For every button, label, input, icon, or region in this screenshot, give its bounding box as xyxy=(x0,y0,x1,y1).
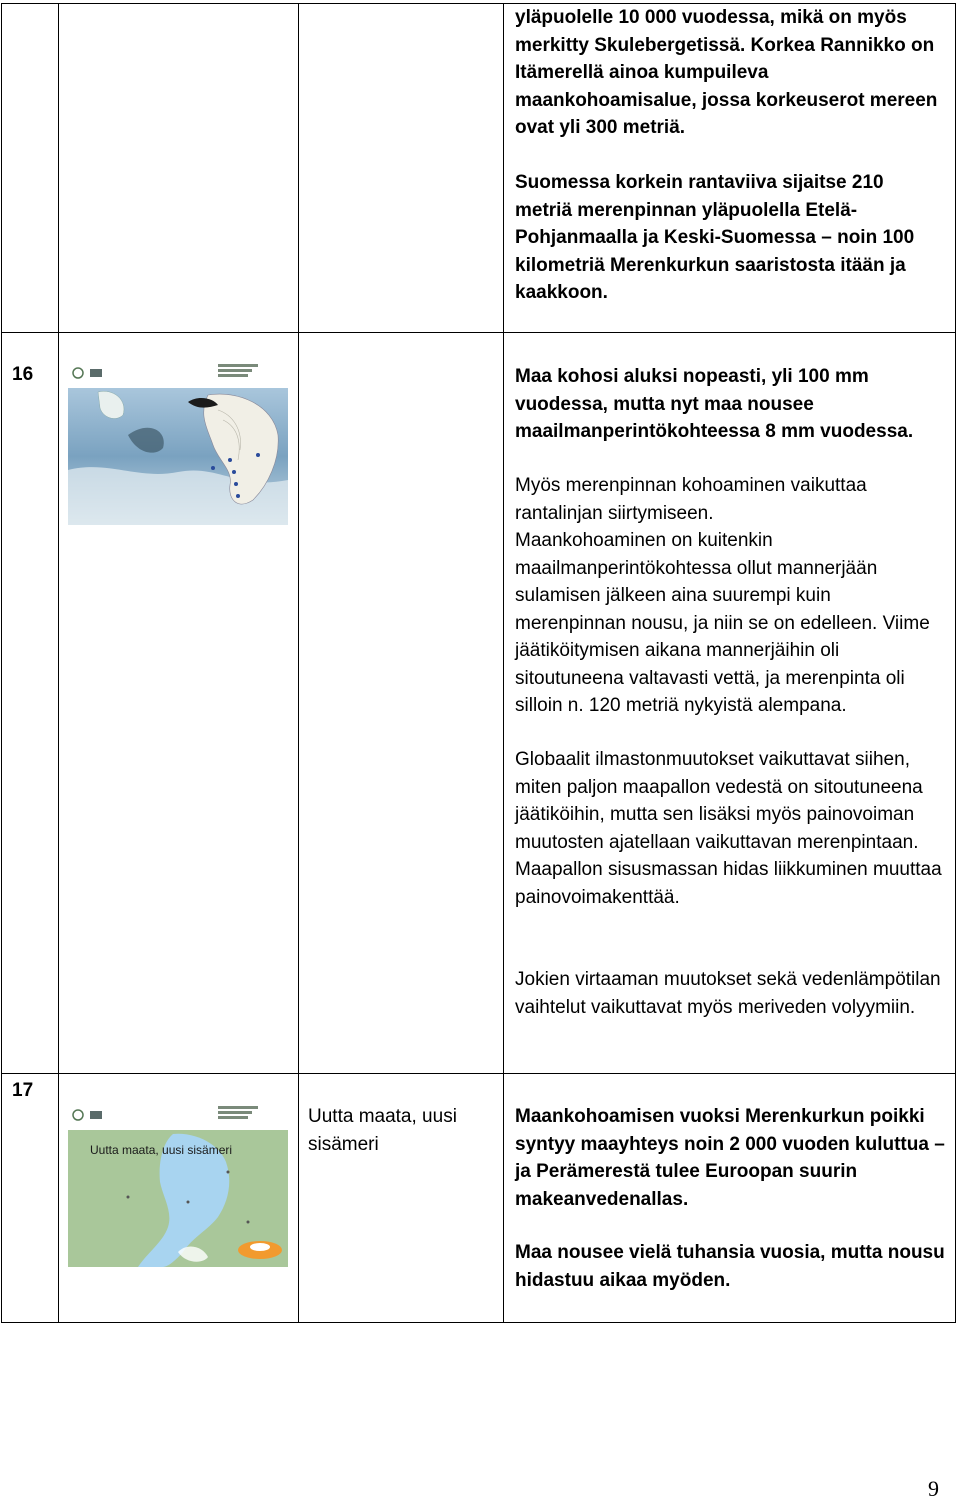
paragraph: Globaalit ilmastonmuutokset vaikuttavat siihen, miten paljon maapallon vedestä on sitoutuneena jäätiköihin, mutta sen lisäksi myös painovoiman muutosten ajatellaan vaikuttavan merenpintaan. Maapallon sisusmassan hidas liikkuminen muuttaa painovoimakenttää. xyxy=(515,749,942,908)
row-divider-2 xyxy=(1,1073,956,1074)
table-divider-3 xyxy=(503,3,504,1323)
paragraph: Myös merenpinnan kohoaminen vaikuttaa rantalinjan siirtymiseen. xyxy=(515,475,867,524)
table-divider-2 xyxy=(298,3,299,1323)
row-divider-1 xyxy=(1,332,956,333)
slide-thumbnail xyxy=(68,1102,288,1267)
paragraph: Maa kohosi aluksi nopeasti, yli 100 mm vuodessa, mutta nyt maa nousee maailmanperintökohteessa 8 mm vuodessa. xyxy=(515,366,914,442)
paragraph: Jokien virtaaman muutokset sekä vedenlämpötilan vaihtelut vaikuttavat myös meriveden volyymiin. xyxy=(515,969,941,1018)
table-border-bottom xyxy=(1,1322,956,1323)
paragraph: yläpuolelle 10 000 vuodessa, mikä on myös merkitty Skulebergetissä. Korkea Rannikko on Itämerellä ainoa kumpuileva maankohoamisalue, jossa korkeuserot mereen ovat yli 300 metriä. xyxy=(515,7,938,138)
paragraph: Maa nousee vielä tuhansia vuosia, mutta nousu hidastuu aikaa myöden. xyxy=(515,1242,945,1291)
row-title: Uutta maata, uusi sisämeri xyxy=(308,1106,457,1155)
slide-image xyxy=(68,360,288,525)
table-border-left xyxy=(1,3,2,1323)
table-border-right xyxy=(955,3,956,1323)
paragraph: Maankohoamisen vuoksi Merenkurkun poikki syntyy maayhteys noin 2 000 vuoden kuluttua – ja Perämerestä tulee Euroopan suurin makeanvedenallas. xyxy=(515,1106,945,1210)
row-number: 17 xyxy=(12,1080,34,1101)
slide-thumbnail xyxy=(68,360,288,525)
page-number: 9 xyxy=(928,1476,939,1501)
table-divider-1 xyxy=(58,3,59,1323)
paragraph: Suomessa korkein rantaviiva sijaitse 210 metriä merenpinnan yläpuolella Etelä-Pohjanmaalla ja Keski-Suomessa – noin 100 kilometriä Merenkurkun saaristosta itään ja kaakkoon. xyxy=(515,172,915,303)
slide-heading: Uutta maata, uusi sisämeri xyxy=(90,1143,233,1157)
slide-image xyxy=(68,1102,288,1267)
row-number: 16 xyxy=(12,364,34,385)
paragraph: Maankohoaminen on kuitenkin maailmanperintökohtessa ollut mannerjään sulamisen jälkeen aina suurempi kuin merenpinnan nousu, ja niin se on edelleen. Viime jäätiköitymisen aikana mannerjäihin oli sitoutuneena valtavasti vettä, ja merenpinta oli silloin n. 120 metriä nykyistä alempana. xyxy=(515,530,930,716)
